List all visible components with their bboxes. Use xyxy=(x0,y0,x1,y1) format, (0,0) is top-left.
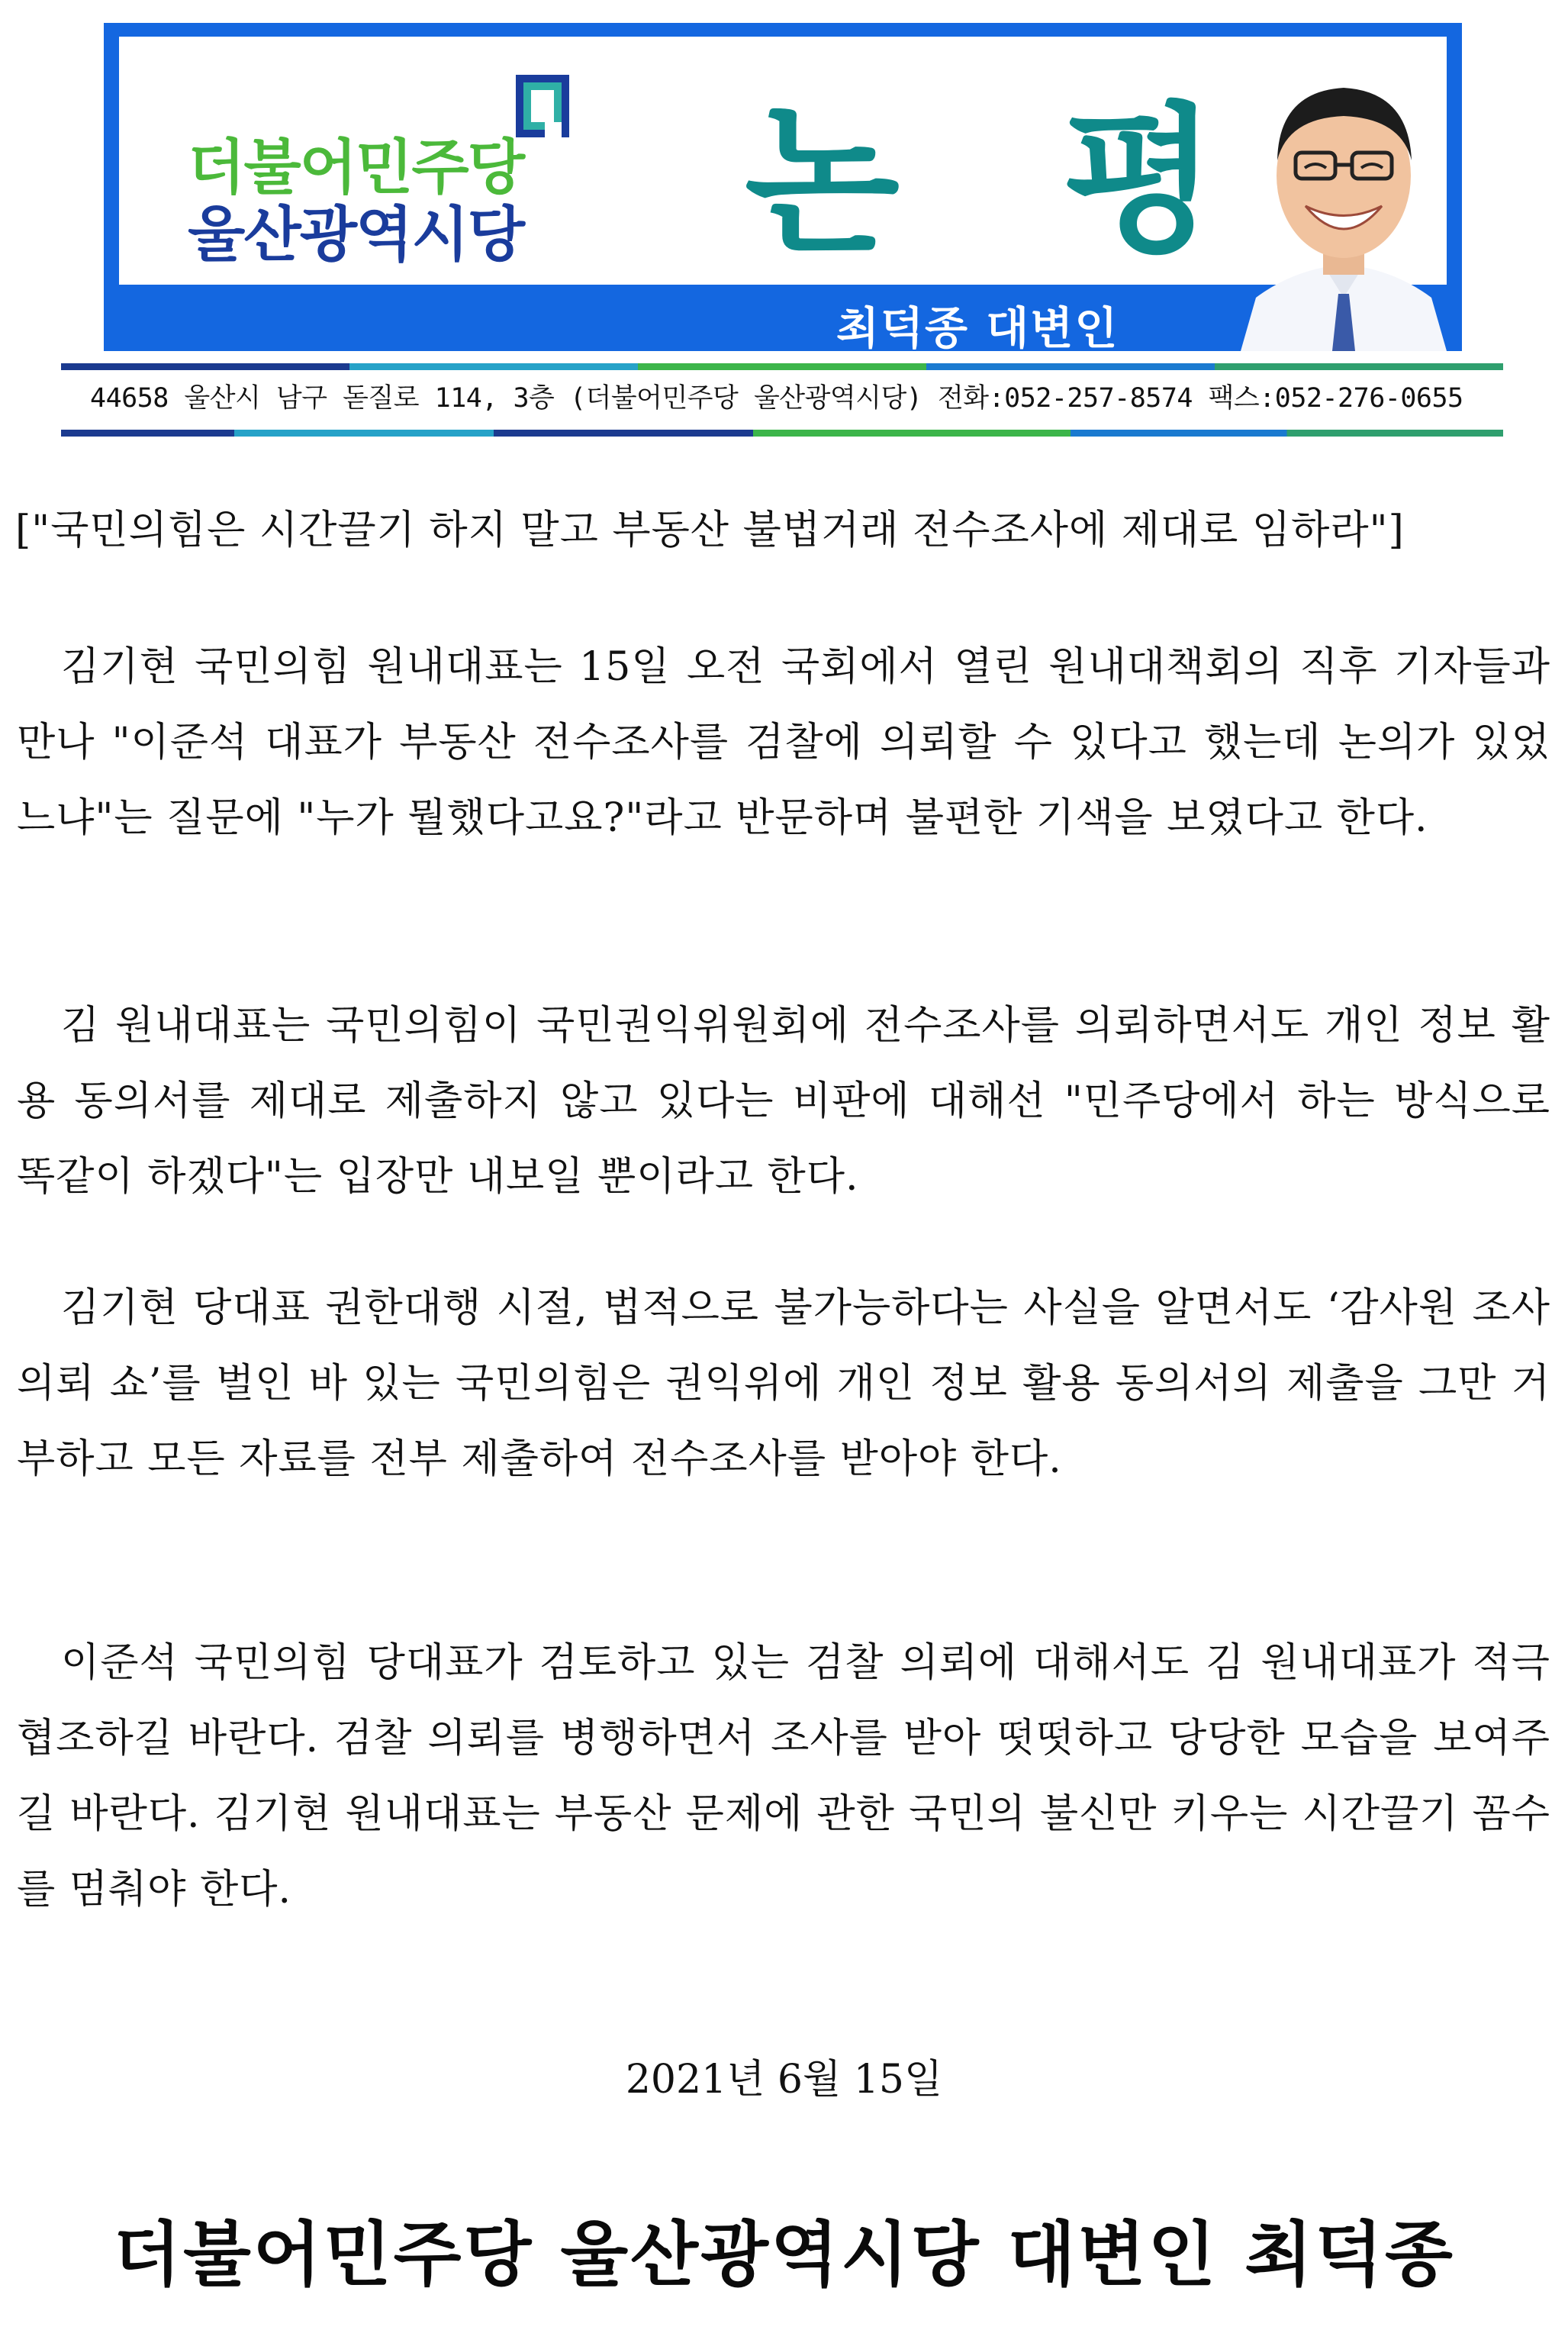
body-paragraph-4: 이준석 국민의힘 당대표가 검토하고 있는 검찰 의뢰에 대해서도 김 원내대표가 적극 협조하길 바란다. 검찰 의뢰를 병행하면서 조사를 받아 떳떳하고 당당한 모습을 보여주길 바란다. 김기현 원내대표는 부동산 문제에 관한 국민의 불신만 키우는 시간끌기 꼼수를 멈춰야 한다. xyxy=(17,1640,1550,1913)
party-logo-icon xyxy=(516,75,569,137)
address-top-stripe xyxy=(61,363,1503,370)
contact-address: 44658 울산시 남구 돋질로 114, 3층 (더불어민주당 울산광역시당) 전화:052-257-8574 팩스:052-276-0655 xyxy=(90,383,1463,414)
body-paragraph-3: 김기현 당대표 권한대행 시절, 법적으로 불가능하다는 사실을 알면서도 ‘감사원 조사의뢰 쇼’를 벌인 바 있는 국민의힘은 권익위에 개인 정보 활용 동의서의 제출을 그만 거부하고 모든 자료를 전부 제출하여 전수조사를 받아야 한다. xyxy=(17,1285,1550,1482)
party-name-line2: 울산광역시당 xyxy=(188,201,524,269)
body-paragraph-2: 김 원내대표는 국민의힘이 국민권익위원회에 전수조사를 의뢰하면서도 개인 정보 활용 동의서를 제대로 제출하지 않고 있다는 비판에 대해선 "민주당에서 하는 방식으로 똑같이 하겠다"는 입장만 내보일 뿐이라고 한다. xyxy=(17,1003,1550,1200)
signature: 더불어민주당 울산광역시당 대변인 최덕종 xyxy=(113,2214,1455,2296)
document-type-title: 논 평 xyxy=(745,88,1270,275)
address-bottom-stripe xyxy=(61,430,1503,437)
release-date: 2021년 6월 15일 xyxy=(625,2057,943,2103)
body-paragraph-1: 김기현 국민의힘 원내대표는 15일 오전 국회에서 열린 원내대책회의 직후 기자들과 만나 "이준석 대표가 부동산 전수조사를 검찰에 의뢰할 수 있다고 했는데 논의가 있었느냐"는 질문에 "누가 뭘했다고요?"라고 반문하며 불편한 기색을 보였다고 한다. xyxy=(17,644,1550,841)
party-name-line1: 더불어민주당 xyxy=(188,134,524,202)
spokesperson-label: 최덕종 대변인 xyxy=(836,302,1119,354)
press-release-banner xyxy=(104,23,1462,354)
spokesperson-photo xyxy=(1225,46,1462,351)
party-name xyxy=(188,134,523,269)
headline: ["국민의힘은 시간끌기 하지 말고 부동산 불법거래 전수조사에 제대로 임하라"] xyxy=(15,508,1405,553)
